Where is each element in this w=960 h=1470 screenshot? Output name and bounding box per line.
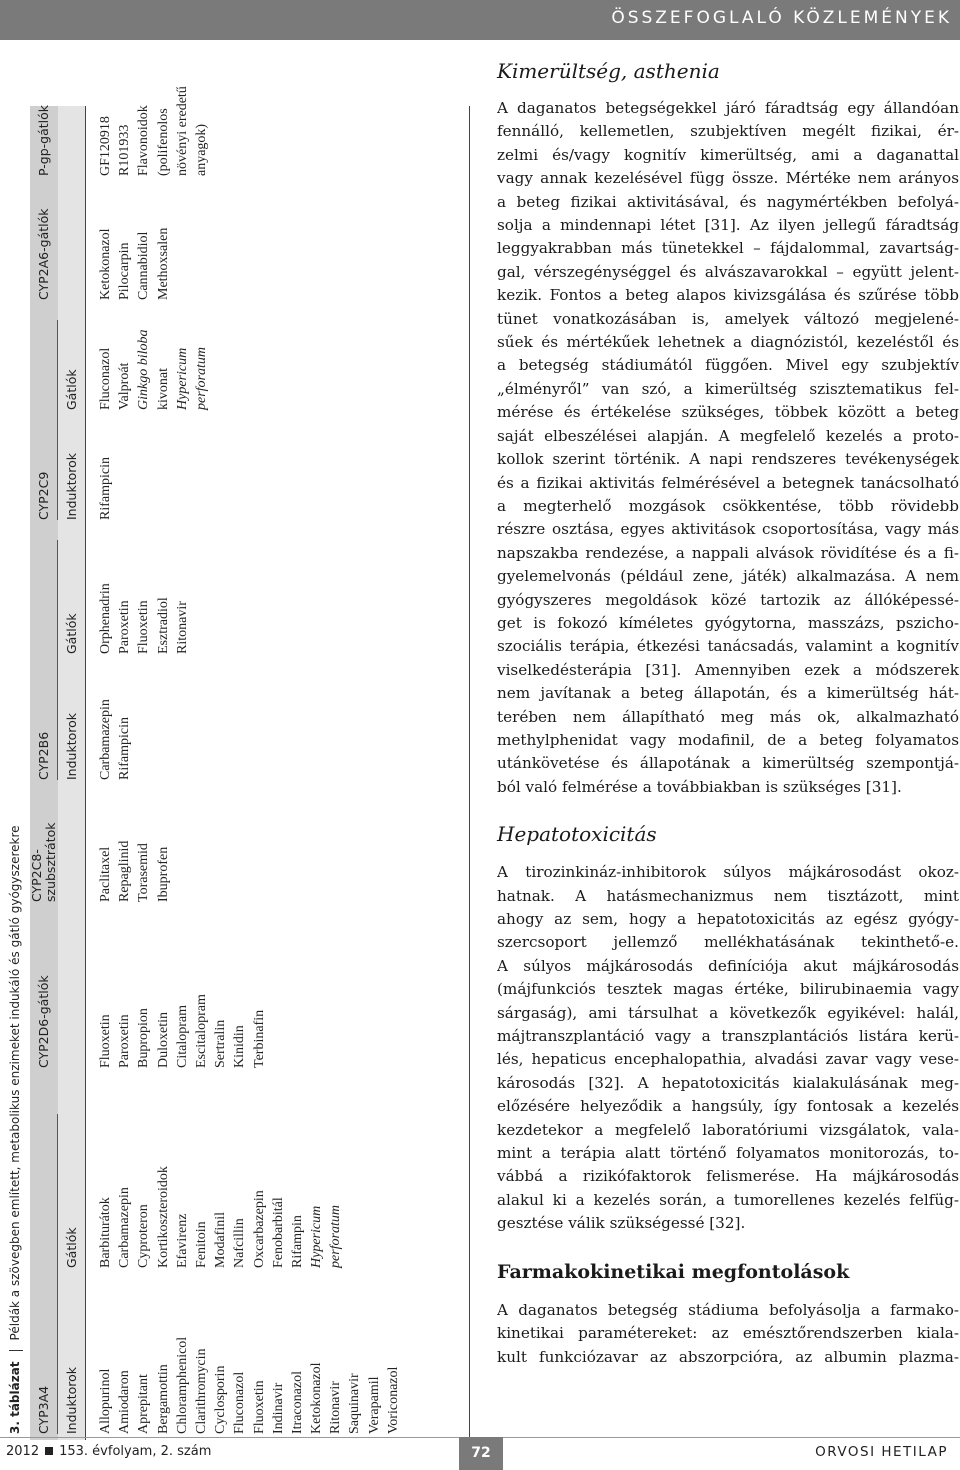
table-cell: Paroxetin: [117, 600, 133, 654]
footer-issue: 2012 153. évfolyam, 2. szám: [6, 1444, 212, 1459]
text-line: „élményről” van szó, a kimerültség szisztematikus fel-: [497, 379, 959, 398]
paragraph-hepatotoxicitas: [497, 861, 959, 1236]
table-cell: kivonat: [155, 368, 171, 410]
text-line: ahogy az sem, hogy a hepatotoxicitás az egész gyógy-: [497, 910, 959, 928]
text-line: részre osztása, egyes aktivitások csoportosítása, vagy más: [497, 520, 959, 539]
table-cell: Esztradiol: [155, 597, 171, 654]
group-cyp2c9: CYP2C9: [36, 471, 51, 520]
text-line: szercsoport jellemző mellékhatásának tekinthető-e.: [497, 933, 959, 952]
table-cell: Paclitaxel: [98, 846, 113, 902]
text-line: májtranszplantáció vagy a transzplantációs listára kerü-: [497, 1027, 959, 1046]
text-line: alakul ki a kezelés során, a tumorellenes kezelés felfüg-: [497, 1190, 959, 1209]
table-cell: Fluoxetin: [136, 600, 152, 654]
text-line: solja a mindennapi létet [31]. Az ilyen jellegű fáradtság: [497, 216, 959, 235]
text-line: (májfunkciós tesztek magas értéke, bilirubinaemia vagy: [497, 980, 959, 999]
table-cell: Torasemid: [136, 843, 152, 902]
table-cell: Rifampin: [289, 1215, 305, 1268]
text-line: és a fizikai aktivitás felmérésével a betegnek tanácsolható: [497, 473, 959, 492]
table-cell: Fluconazol: [232, 1371, 248, 1434]
text-line: sárgaság), ami társulhat a következők egyikével: halál,: [497, 1003, 959, 1022]
paragraph-asthenia: [497, 97, 959, 799]
table-cell: GF120918: [98, 116, 113, 176]
table-cell: Cyclosporin: [213, 1365, 229, 1434]
table-cell: Cyproteron: [136, 1204, 152, 1268]
text-line: fennálló, kellemetlen, szubjektíven megélt fizikai, ér-: [497, 122, 959, 141]
text-line: a beteg fizikai aktivitásával, és nagymértékben befolyá-: [497, 192, 959, 211]
table-header-subgroups: [58, 106, 86, 1440]
table-cell: Cannabidiol: [136, 231, 152, 300]
group-cyp2a6: CYP2A6-gátlók: [36, 208, 51, 300]
table-cell: Barbiturátok: [98, 1197, 113, 1268]
text-line: zelmi és/vagy kognitív kimerültség, ami a daganattal: [497, 145, 959, 164]
text-line: utánkövetése és állapotának a kimerültség szempontjá-: [497, 754, 959, 773]
text-line: szociális terápia, étkezési tanácsadás, valamint a kognitív: [497, 637, 959, 656]
table-caption: 3. táblázatPéldák a szövegben említett, metabolikus enzimeket indukáló és gátló gyógyszerekre: [8, 825, 22, 1434]
text-line: viselkedésterápia [31]. Amennyiben ezek a módszerek: [497, 660, 959, 679]
table-cell: Nafcillin: [232, 1218, 248, 1268]
table-cell: Ritonavir: [174, 601, 190, 654]
journal-name: ORVOSI HETILAP: [815, 1444, 948, 1460]
table-cell: Voriconazol: [385, 1366, 401, 1434]
text-line: vábbá a rizikófaktorok felismerése. Ha májkárosodás: [497, 1167, 959, 1186]
sub-cyp2c9-induktorok: Induktorok: [64, 452, 79, 520]
table-cell: Allopurinol: [98, 1368, 113, 1434]
col-cyp3a4-induktorok: [96, 1337, 403, 1434]
table-cell: Itraconazol: [289, 1371, 305, 1434]
table-cell: Efavirenz: [174, 1213, 190, 1268]
table-cell: Repaglinid: [117, 840, 133, 902]
sub-cyp3a4-induktorok: Induktorok: [64, 1366, 79, 1434]
table-cell: Carbamazepin: [98, 699, 113, 780]
text-line: ból való felmérése a továbbiakban is szükséges [31].: [497, 777, 902, 796]
sub-cyp3a4-gatlok: Gátlók: [64, 1227, 79, 1268]
text-line: A súlyos májkárosodás definíciója akut májkárosodás: [497, 956, 959, 975]
table-cell: Paroxetin: [117, 1014, 133, 1068]
table-cell: Fluoxetin: [251, 1380, 267, 1434]
table-cell: Modafinil: [213, 1212, 229, 1268]
text-line: a betegség stádiumától függően. Mivel egy szubjektív: [497, 356, 959, 375]
text-line: lés, hepaticus encephalopathia, alvadási zavar vagy vese-: [497, 1050, 959, 1069]
text-line: methylphenidat vagy modafinil, de a beteg folyamatos: [497, 730, 959, 749]
page-number: 72: [459, 1437, 503, 1470]
table-cell: Citalopram: [174, 1005, 190, 1068]
table-cell: Sertralin: [213, 1019, 229, 1068]
text-line: terében nem állapítható meg más ok, alkalmazható: [497, 707, 959, 726]
text-line: A daganatos betegségekkel járó fáradtság egy állandóan: [497, 99, 959, 117]
table-cell: Chloramphenicol: [174, 1336, 190, 1434]
text-line: mint a terápia alatt történő folyamatos monitorozás, to-: [497, 1144, 959, 1163]
table-cell: Fluoxetin: [98, 1014, 113, 1068]
text-line: gyelemelvonás (például zene, játék) alkalmazása. A nem: [497, 567, 959, 586]
table-cell: R101933: [117, 124, 133, 176]
group-cyp2c8: CYP2C8-: [29, 849, 44, 902]
text-line: A daganatos betegség stádiuma befolyásolja a farmako-: [497, 1300, 959, 1319]
text-line: a megterhelő mozgások csökkentése, több rövidebb: [497, 496, 959, 515]
text-line: hatnak. A hatásmechanizmus nem tisztázott, mint: [497, 886, 959, 905]
table-cell: Hypericum: [174, 347, 190, 410]
section-title-hepatotoxicitas: Hepatotoxicitás: [497, 822, 657, 847]
sub-cyp2c9-gatlok: Gátlók: [64, 369, 79, 410]
table-cell: Rifampicin: [98, 457, 113, 520]
text-line: sűek és mértékűek lehetnek a diagnózistól, kezeléstől és: [497, 333, 959, 352]
text-line: kezik. Fontos a beteg alapos kivizsgálása és szűrése több: [497, 286, 959, 305]
table-cell: Ibuprofen: [155, 846, 171, 902]
table-cell: Flavonoidok: [136, 105, 152, 176]
table-cell: Kortikoszteroidok: [155, 1166, 171, 1268]
rotated-table-panel: [0, 40, 470, 1440]
table-cell: Fluconazol: [98, 347, 113, 410]
table-cell: Orphenadrin: [98, 583, 113, 654]
text-line: napszakba rendezése, a nappali alvások rövidítése és a fi-: [497, 543, 959, 562]
table-cell: Fenobarbitál: [270, 1197, 286, 1268]
table-cell: perforatum: [193, 347, 209, 410]
table-cell: Verapamil: [366, 1376, 382, 1434]
text-line: saját elbeszélései alapján. A megfelelő kezelés a proto-: [497, 426, 959, 445]
text-line: előzésére helyeződik a hangsúly, így fontosak a kezelés: [497, 1097, 959, 1116]
group-cyp3a4: CYP3A4: [36, 1385, 51, 1434]
text-line: vagy annak kezelésével függ össze. Mértéke nem arányos: [497, 169, 959, 188]
paragraph-farmakokinetika: [497, 1299, 959, 1369]
table-cell: anyagok): [193, 123, 209, 176]
table-cell: Rifampicin: [117, 717, 133, 780]
text-line: leggyakrabban más tünetekkel – fájdalommal, zavartság-: [497, 239, 959, 258]
text-line: nem javítanak a beteg állapotán, és a kimerültség hát-: [497, 684, 959, 703]
table-cell: perforatum: [328, 1205, 344, 1268]
table-cell: Escitalopram: [193, 994, 209, 1068]
text-line: kezdetekor a megfelelő laboratóriumi vizsgálatok, vala-: [497, 1120, 959, 1139]
group-pgp: P-gp-gátlók: [36, 104, 51, 176]
article-text-column: [497, 58, 959, 1369]
sub-cyp2b6-induktorok: Induktorok: [64, 712, 79, 780]
col-pgp-gatlok: [96, 86, 211, 176]
table-cell: Methoxsalen: [155, 227, 171, 300]
text-line: A tirozinkináz-inhibitorok súlyos májkárosodást okoz-: [497, 863, 959, 882]
text-line: gal, vérszegénységgel és alvászavarokkal – együtt jelent-: [497, 262, 959, 281]
table-cell: Pilocarpin: [117, 242, 133, 300]
square-bullet-icon: [45, 1447, 53, 1455]
table-cell: Saquinavir: [347, 1373, 363, 1434]
table-cell: Duloxetin: [155, 1012, 171, 1068]
drug-enzyme-table: [0, 40, 470, 1440]
table-cell: Fenitoin: [193, 1221, 209, 1268]
group-cyp2b6: CYP2B6: [36, 731, 51, 780]
col-cyp2b6-induktorok: [96, 699, 134, 780]
text-line: tünet vonatkozásában is, amelyek változó megjelené-: [497, 309, 959, 328]
table-cell: (polifenolos: [155, 108, 171, 176]
text-line: kult funkciózavar az abszorpcióra, az albumin plazma-: [497, 1347, 959, 1366]
group-cyp2c8-sub: szubsztrátok: [43, 822, 58, 902]
col-cyp2d6-gatlok: [96, 994, 269, 1068]
table-cell: Ketokonazol: [309, 1362, 325, 1434]
section-title-asthenia: Kimerültség, asthenia: [497, 59, 720, 83]
text-line: károsodás [32]. A hepatotoxicitás kialakulásának meg-: [497, 1073, 959, 1092]
table-cell: Kinidin: [232, 1025, 248, 1068]
col-cyp2b6-gatlok: [96, 583, 192, 654]
table-bottom-rule: [469, 106, 470, 1440]
table-cell: Oxcarbazepin: [251, 1190, 267, 1268]
text-line: mérése és értékelése szükséges, többek között a beteg: [497, 403, 959, 422]
table-cell: Indinavir: [270, 1382, 286, 1434]
table-cell: Terbinafin: [251, 1009, 267, 1068]
table-cell: Amiodaron: [117, 1370, 133, 1434]
section-title-farmakokinetika: Farmakokinetikai megfontolások: [497, 1260, 850, 1283]
table-header-groups: [30, 106, 58, 1440]
text-line: gesztése válik szükségessé [32].: [497, 1214, 746, 1233]
table-cell: Carbamazepin: [117, 1187, 133, 1268]
table-cell: Valproát: [117, 362, 133, 410]
sub-cyp2b6-gatlok: Gátlók: [64, 613, 79, 654]
table-cell: Clarithromycin: [193, 1348, 209, 1434]
table-cell: Bergamottin: [155, 1364, 171, 1434]
table-cell: Ritonavir: [328, 1381, 344, 1434]
table-cell: Aprepitant: [136, 1374, 152, 1434]
group-cyp2d6: CYP2D6-gátlók: [36, 975, 51, 1068]
col-cyp2c8-szubsztratok: [96, 841, 173, 902]
col-cyp2c9-gatlok: [96, 330, 211, 411]
table-cell: Ginkgo biloba: [136, 329, 152, 410]
col-cyp2c9-induktorok: [96, 457, 115, 520]
col-cyp2a6-gatlok: [96, 228, 173, 300]
table-cell: Hypericum: [309, 1205, 325, 1268]
text-line: get is fokozó kíméletes gyógytorna, masszázs, pszicho-: [497, 613, 959, 632]
text-line: kollok szerint történik. A napi rendszeres tevékenységek: [497, 450, 959, 469]
text-line: gyógyszeres megoldások közé tartozik az állóképessé-: [497, 590, 959, 609]
table-cell: növényi eredetű: [174, 86, 190, 176]
text-line: kinetikai paramétereket: az emésztőrendszerben kiala-: [497, 1324, 959, 1343]
col-cyp3a4-gatlok: [96, 1166, 345, 1268]
table-cell: Ketokonazol: [98, 228, 113, 300]
table-cell: Bupropion: [136, 1008, 152, 1068]
